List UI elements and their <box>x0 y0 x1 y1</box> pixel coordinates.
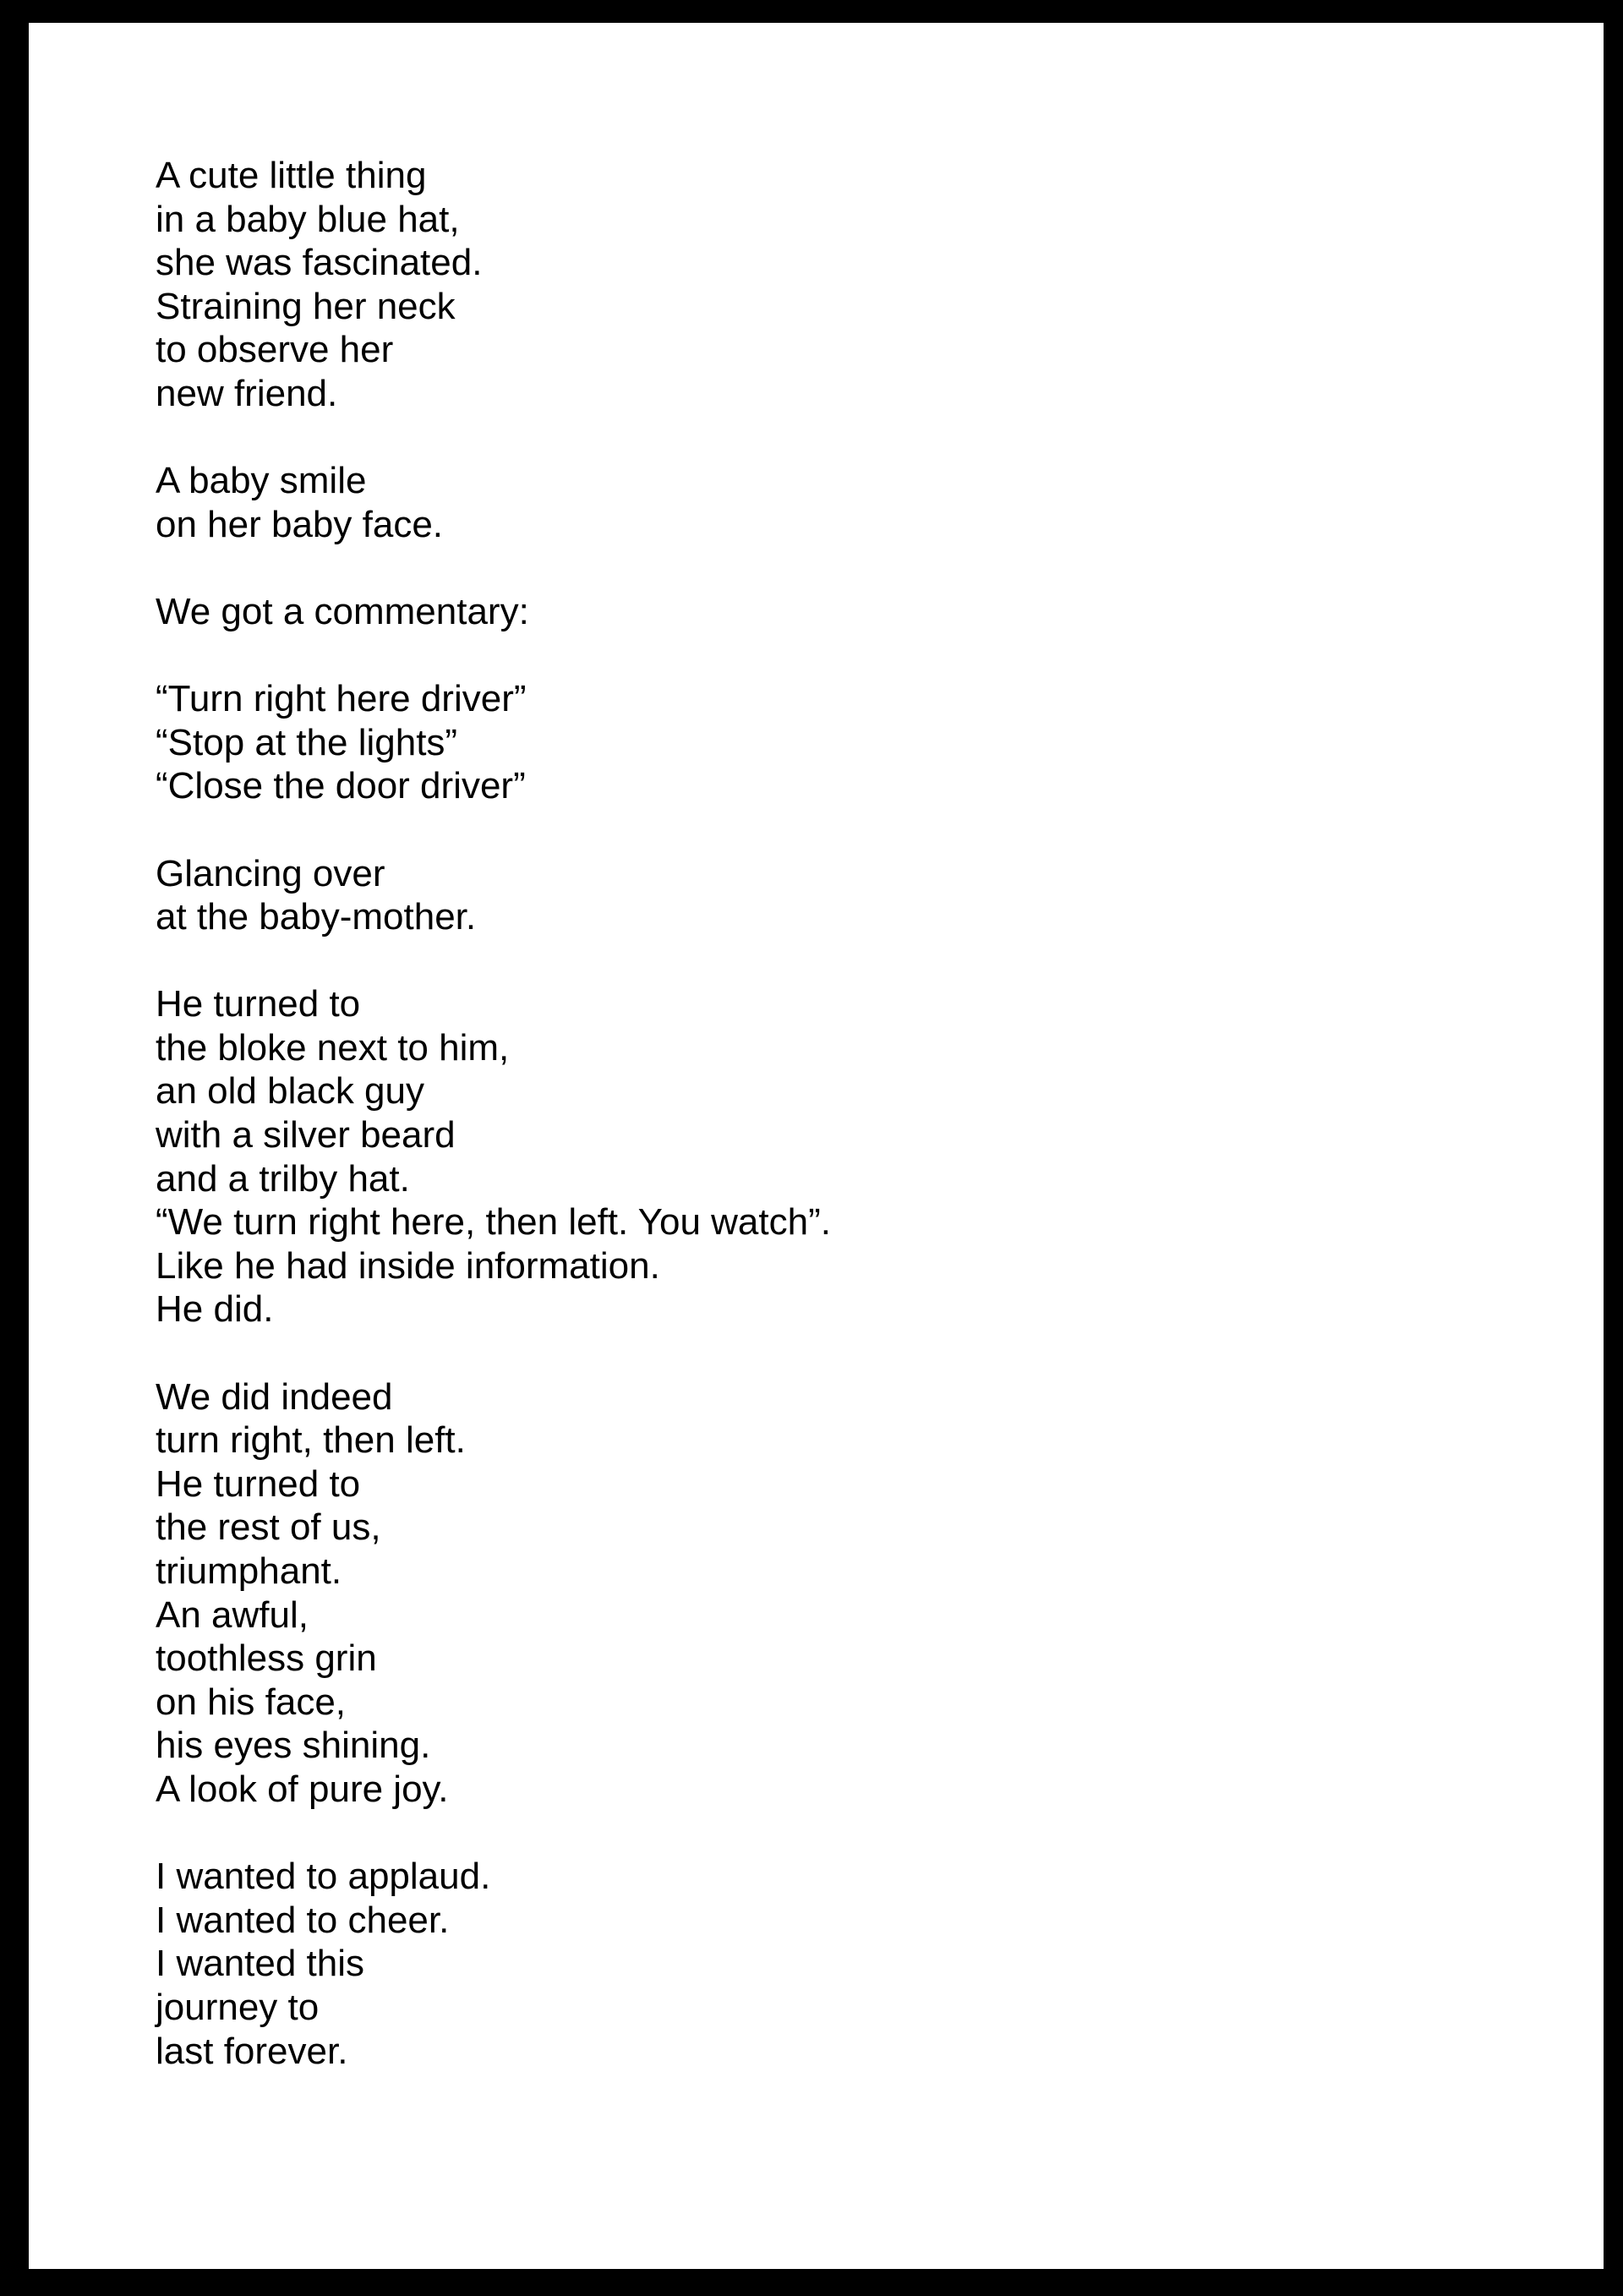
poem-line: “Close the door driver” <box>156 765 526 807</box>
poem-line: I wanted to applaud. <box>156 1856 491 1898</box>
poem-line: journey to <box>156 1986 320 2028</box>
poem-line: “Turn right here driver” <box>156 678 527 720</box>
poem-stanza <box>156 852 1508 939</box>
poem-line: the bloke next to him, <box>156 1026 510 1069</box>
poem-line: toothless grin <box>156 1637 377 1680</box>
poem-line: Straining her neck <box>156 285 456 327</box>
poem-line: at the baby-mother. <box>156 896 477 938</box>
poem-line: A look of pure joy. <box>156 1768 449 1810</box>
poem-line: and a trilby hat. <box>156 1157 410 1200</box>
poem-line: A cute little thing <box>156 155 427 196</box>
poem-line: last forever. <box>156 2030 348 2072</box>
poem-line: new friend. <box>156 372 338 414</box>
poem-line: Glancing over <box>156 852 385 894</box>
poem-line: his eyes shining. <box>156 1725 431 1767</box>
poem-line: “We turn right here, then left. You watch”. <box>156 1201 831 1244</box>
poem-stanza <box>156 459 1508 546</box>
document-page <box>29 23 1604 2269</box>
poem-line: An awful, <box>156 1594 309 1636</box>
poem-line: an old black guy <box>156 1070 424 1112</box>
poem-line: A baby smile <box>156 460 367 502</box>
poem-stanza <box>156 1855 1508 2073</box>
poem-line: in a baby blue hat, <box>156 198 460 240</box>
poem-stanza <box>156 590 1508 634</box>
poem-stanza <box>156 1375 1508 1812</box>
poem-line: to observe her <box>156 329 394 371</box>
poem-line: “Stop at the lights” <box>156 721 458 763</box>
poem-line: turn right, then left. <box>156 1419 466 1462</box>
poem-line: We did indeed <box>156 1375 393 1418</box>
poem-line: I wanted to cheer. <box>156 1899 450 1941</box>
poem-line: the rest of us, <box>156 1506 381 1549</box>
poem-line: I wanted this <box>156 1943 365 1985</box>
poem-line: Like he had inside information. <box>156 1244 660 1287</box>
poem-stanza <box>156 677 1508 808</box>
poem-line: He turned to <box>156 983 361 1025</box>
poem-body <box>156 154 1508 2073</box>
poem-line: she was fascinated. <box>156 242 483 284</box>
poem-line: with a silver beard <box>156 1114 456 1156</box>
poem-line: on his face, <box>156 1681 347 1723</box>
poem-line: on her baby face. <box>156 503 444 545</box>
poem-stanza <box>156 154 1508 416</box>
poem-line: He did. <box>156 1288 274 1331</box>
poem-line: He turned to <box>156 1462 361 1505</box>
poem-line: triumphant. <box>156 1550 342 1592</box>
poem-line: We got a commentary: <box>156 590 529 632</box>
poem-stanza <box>156 982 1508 1331</box>
